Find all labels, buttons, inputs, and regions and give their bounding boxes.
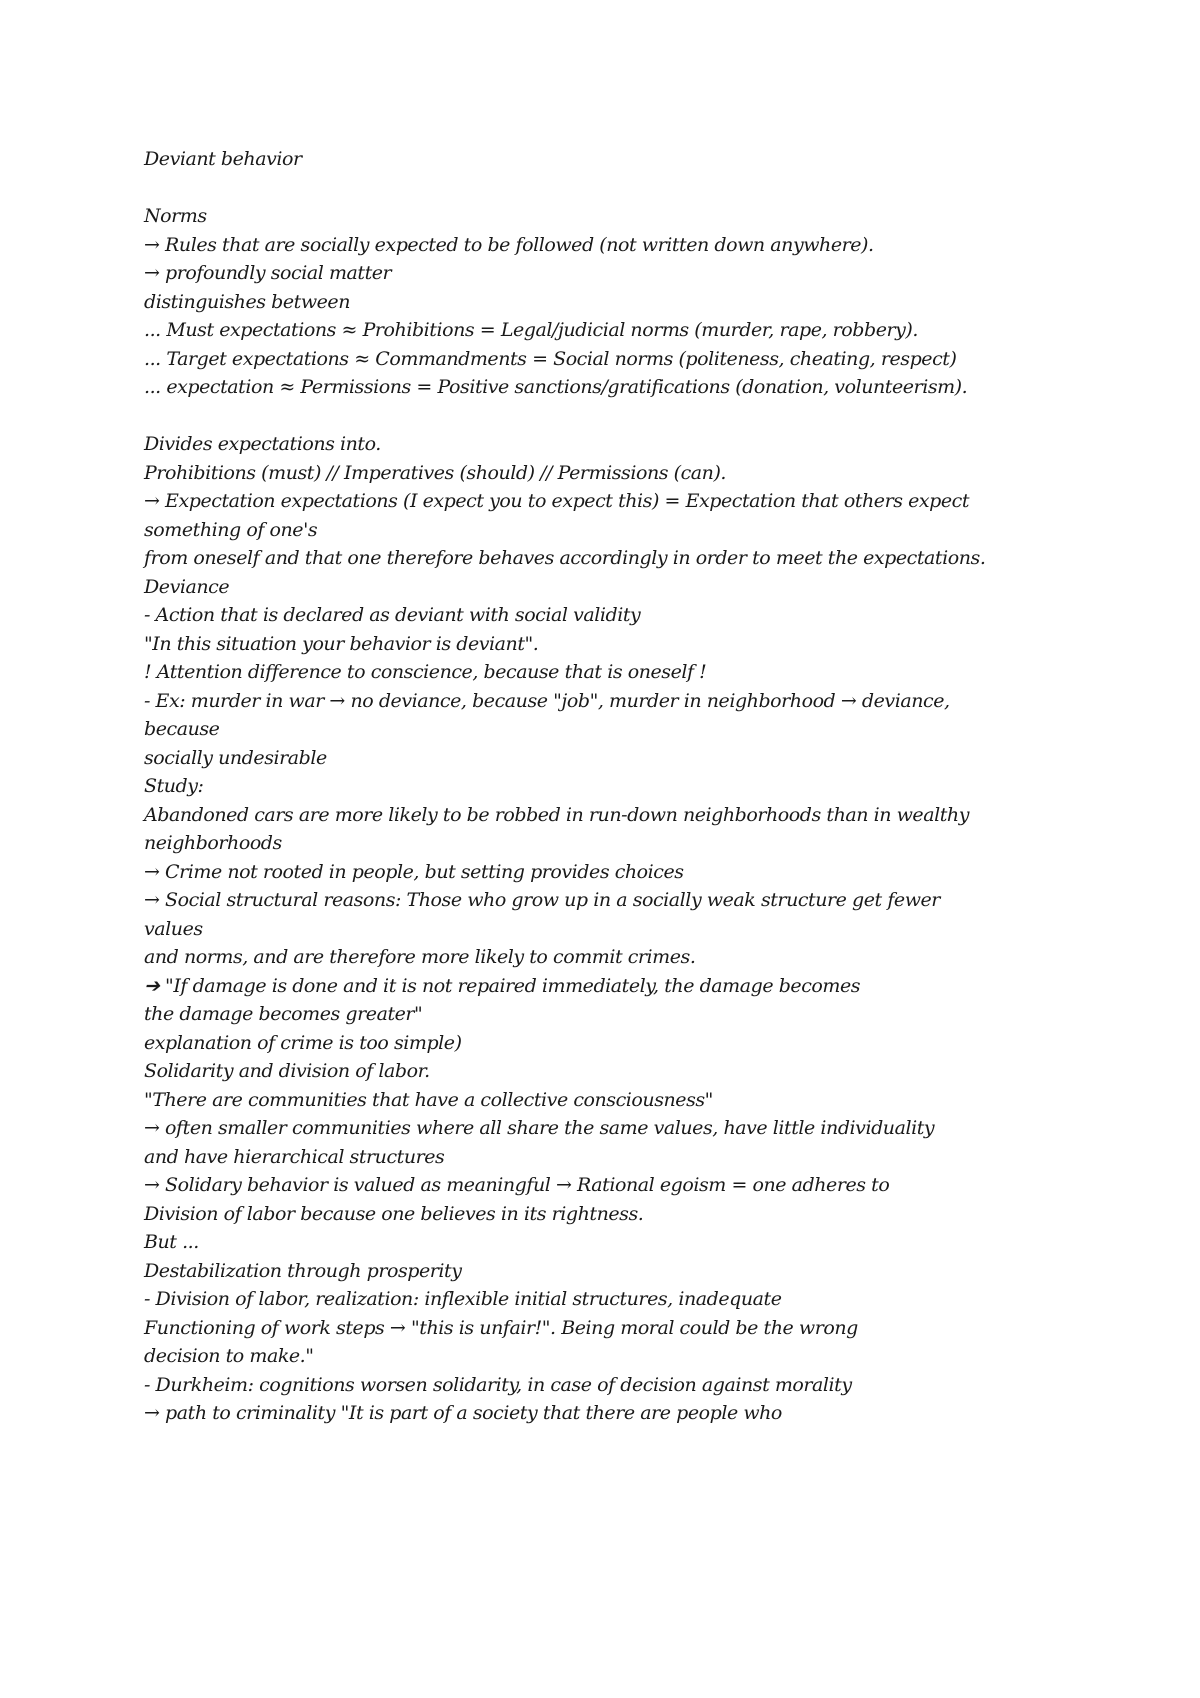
text-line: because [144,718,220,740]
text-line: from oneself and that one therefore behaves accordingly in order to meet the expectations. [144,547,986,569]
text-line: → profoundly social matter [144,262,392,284]
text-line: Functioning of work steps → "this is unfair!". Being moral could be the wrong [144,1316,858,1339]
text-line: ! Attention difference to conscience, because that is oneself ! [144,661,707,683]
text-line: and have hierarchical structures [144,1145,445,1168]
text-line: values [144,917,203,940]
document-title: Deviant behavior [144,148,302,170]
text-line: ... expectation ≈ Permissions = Positive sanctions/gratifications (donation, volunteerism). [144,376,968,398]
text-line: → Expectation expectations (I expect you to expect this) = Expectation that others expect [144,490,970,512]
text-line: - Ex: murder in war → no deviance, because "job", murder in neighborhood → deviance, [144,689,950,712]
blank-line [144,402,1084,431]
text-line: distinguishes between [144,290,351,313]
text-line: - Division of labor, realization: inflexible initial structures, inadequate [144,1288,782,1310]
text-line: → Rules that are socially expected to be followed (not written down anywhere). [144,233,874,256]
text-line: → Social structural reasons: Those who grow up in a socially weak structure get fewer [144,889,940,911]
text-line: → path to criminality "It is part of a society that there are people who [144,1402,782,1424]
text-line: Abandoned cars are more likely to be robbed in run-down neighborhoods than in wealthy [144,803,969,826]
text-line: socially undesirable [144,746,327,769]
text-line: something of one's [144,518,318,541]
text-line: → Solidary behavior is valued as meaningful → Rational egoism = one adheres to [144,1174,890,1196]
text-line: Prohibitions (must) // Imperatives (should) // Permissions (can). [144,461,727,484]
text-line: Solidarity and division of labor. [144,1060,430,1082]
text-line: - Durkheim: cognitions worsen solidarity, in case of decision against morality [144,1373,852,1396]
text-line: and norms, and are therefore more likely to commit crimes. [144,946,696,968]
text-line: Deviance [144,575,230,598]
text-line: Divides expectations into. [144,433,381,455]
text-line: neighborhoods [144,832,282,854]
blank-line [144,174,1084,203]
text-line: the damage becomes greater" [144,1003,423,1025]
text-line: → often smaller communities where all share the same values, have little individuality [144,1117,935,1139]
text-line: Norms [144,205,207,227]
document-body [144,145,1084,1428]
text-line: ... Must expectations ≈ Prohibitions = Legal/judicial norms (murder, rape, robbery). [144,319,918,341]
text-line: - Action that is declared as deviant with social validity [144,604,641,626]
text-line: But ... [144,1231,199,1253]
text-line: "There are communities that have a collective consciousness" [144,1088,713,1111]
text-line: Study: [144,775,204,797]
text-line: ➔ "If damage is done and it is not repaired immediately, the damage becomes [144,974,861,997]
text-line: explanation of crime is too simple) [144,1031,462,1054]
text-line: decision to make." [144,1345,314,1367]
text-line: Division of labor because one believes in its rightness. [144,1202,644,1225]
text-line: Destabilization through prosperity [144,1259,462,1282]
text-line: "In this situation your behavior is deviant". [144,632,539,655]
text-line: ... Target expectations ≈ Commandments = Social norms (politeness, cheating, respect) [144,347,957,370]
text-line: → Crime not rooted in people, but setting provides choices [144,860,684,883]
